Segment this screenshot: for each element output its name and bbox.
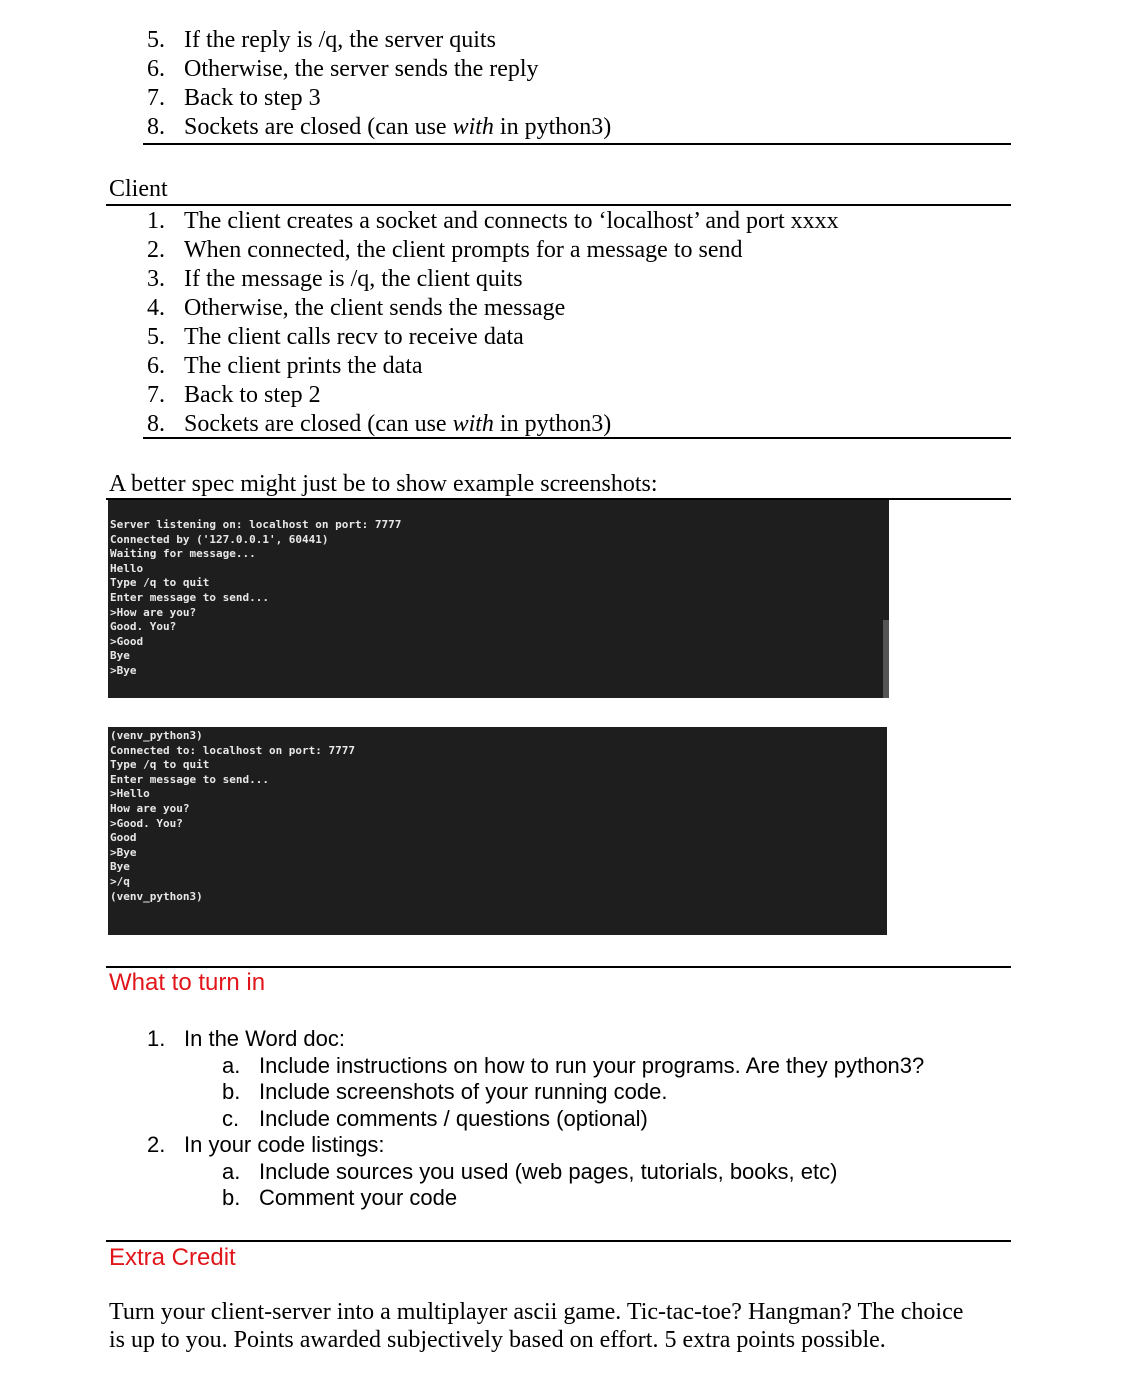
item-number: 6. (147, 353, 165, 379)
terminal-line: Enter message to send... (110, 772, 269, 786)
terminal-line: >/q (110, 874, 130, 888)
item-number: 1. (147, 208, 165, 234)
terminal-line: >Hello (110, 787, 150, 801)
terminal-line: Good (110, 831, 137, 845)
terminal-line: Hello (110, 561, 144, 575)
item-text-part: Sockets are closed (can use (184, 114, 453, 140)
item-number: 5. (147, 324, 165, 350)
sub-item-letter: a. (222, 1158, 241, 1184)
item-text: The client prints the data (184, 353, 423, 379)
terminal-line: >Bye (110, 845, 137, 859)
item-number: 4. (147, 295, 165, 321)
item-text-part: in python3) (493, 411, 612, 437)
item-text: If the reply is /q, the server quits (184, 27, 496, 53)
item-text (184, 410, 611, 439)
terminal-line: >Bye (110, 663, 137, 677)
item-text-emphasis: with (452, 411, 494, 437)
item-text: Back to step 2 (184, 382, 321, 408)
client-heading: Client (109, 176, 168, 202)
item-text: Back to step 3 (184, 85, 321, 111)
item-text: Otherwise, the server sends the reply (184, 56, 539, 82)
terminal-line: Type /q to quit (110, 758, 210, 772)
item-number: 7. (147, 382, 165, 408)
item-number: 2. (147, 1132, 166, 1157)
item-text: In the Word doc: (184, 1026, 346, 1051)
sub-item-text: Include comments / questions (optional) (259, 1105, 648, 1131)
item-number: 2. (147, 237, 165, 263)
item-text: The client creates a socket and connects to ‘localhost’ and port xxxx (184, 208, 839, 234)
terminal-line: (venv_python3) (110, 889, 203, 903)
item-text-part: in python3) (493, 114, 612, 140)
item-text: Otherwise, the client sends the message (184, 295, 566, 321)
server-terminal-screenshot (108, 500, 889, 698)
item-number: 3. (147, 266, 165, 292)
client-terminal-screenshot (108, 727, 887, 935)
extra-credit-heading: Extra Credit (109, 1244, 236, 1271)
item-number: 7. (147, 85, 165, 111)
terminal-line: Waiting for message... (110, 547, 256, 561)
sub-item-letter: b. (222, 1185, 241, 1210)
sub-item-text: Include sources you used (web pages, tutorials, books, etc) (259, 1158, 838, 1184)
sub-item-text: Include instructions on how to run your programs. Are they python3? (259, 1052, 925, 1078)
item-text: When connected, the client prompts for a message to send (184, 237, 743, 263)
divider (143, 143, 1011, 145)
item-number: 8. (147, 411, 165, 437)
extra-credit-line: is up to you. Points awarded subjectively based on effort. 5 extra points possible. (109, 1327, 886, 1353)
item-number: 1. (147, 1026, 166, 1051)
item-number: 8. (147, 114, 165, 140)
sub-item-letter: b. (222, 1079, 241, 1104)
what-to-turn-in-heading: What to turn in (109, 969, 266, 996)
terminal-line: Enter message to send... (110, 590, 269, 604)
item-number: 5. (147, 27, 165, 53)
item-text-part: Sockets are closed (can use (184, 411, 453, 437)
terminal-line: >Good. You? (110, 816, 183, 830)
sub-item-text: Comment your code (259, 1185, 458, 1210)
terminal-line: Server listening on: localhost on port: 7777 (110, 518, 402, 531)
divider (106, 204, 1011, 206)
sub-item-text: Include screenshots of your running code. (259, 1079, 668, 1104)
terminal-line: Bye (110, 649, 130, 663)
terminal-line: Connected by ('127.0.0.1', 60441) (110, 532, 329, 546)
sub-item-letter: a. (222, 1052, 241, 1078)
divider (106, 1240, 1011, 1242)
terminal-line: >How are you? (110, 605, 197, 619)
item-text: If the message is /q, the client quits (184, 266, 523, 292)
terminal-line: How are you? (110, 801, 190, 815)
scrollbar (883, 620, 889, 698)
sub-item-letter: c. (222, 1105, 240, 1131)
extra-credit-line: Turn your client-server into a multiplayer ascii game. Tic-tac-toe? Hangman? The choice (109, 1299, 964, 1325)
item-text: In your code listings: (184, 1132, 385, 1157)
better-spec-text: A better spec might just be to show example screenshots: (109, 471, 658, 497)
item-text (184, 113, 611, 142)
item-text-emphasis: with (452, 114, 494, 140)
item-text: The client calls recv to receive data (184, 324, 524, 350)
terminal-line: Bye (110, 860, 130, 874)
terminal-line: Type /q to quit (110, 576, 210, 590)
terminal-line: (venv_python3) (110, 729, 203, 742)
item-number: 6. (147, 56, 165, 82)
divider (143, 437, 1011, 439)
terminal-line: Connected to: localhost on port: 7777 (110, 743, 356, 757)
terminal-line: >Good (110, 634, 144, 648)
terminal-line: Good. You? (110, 620, 177, 634)
